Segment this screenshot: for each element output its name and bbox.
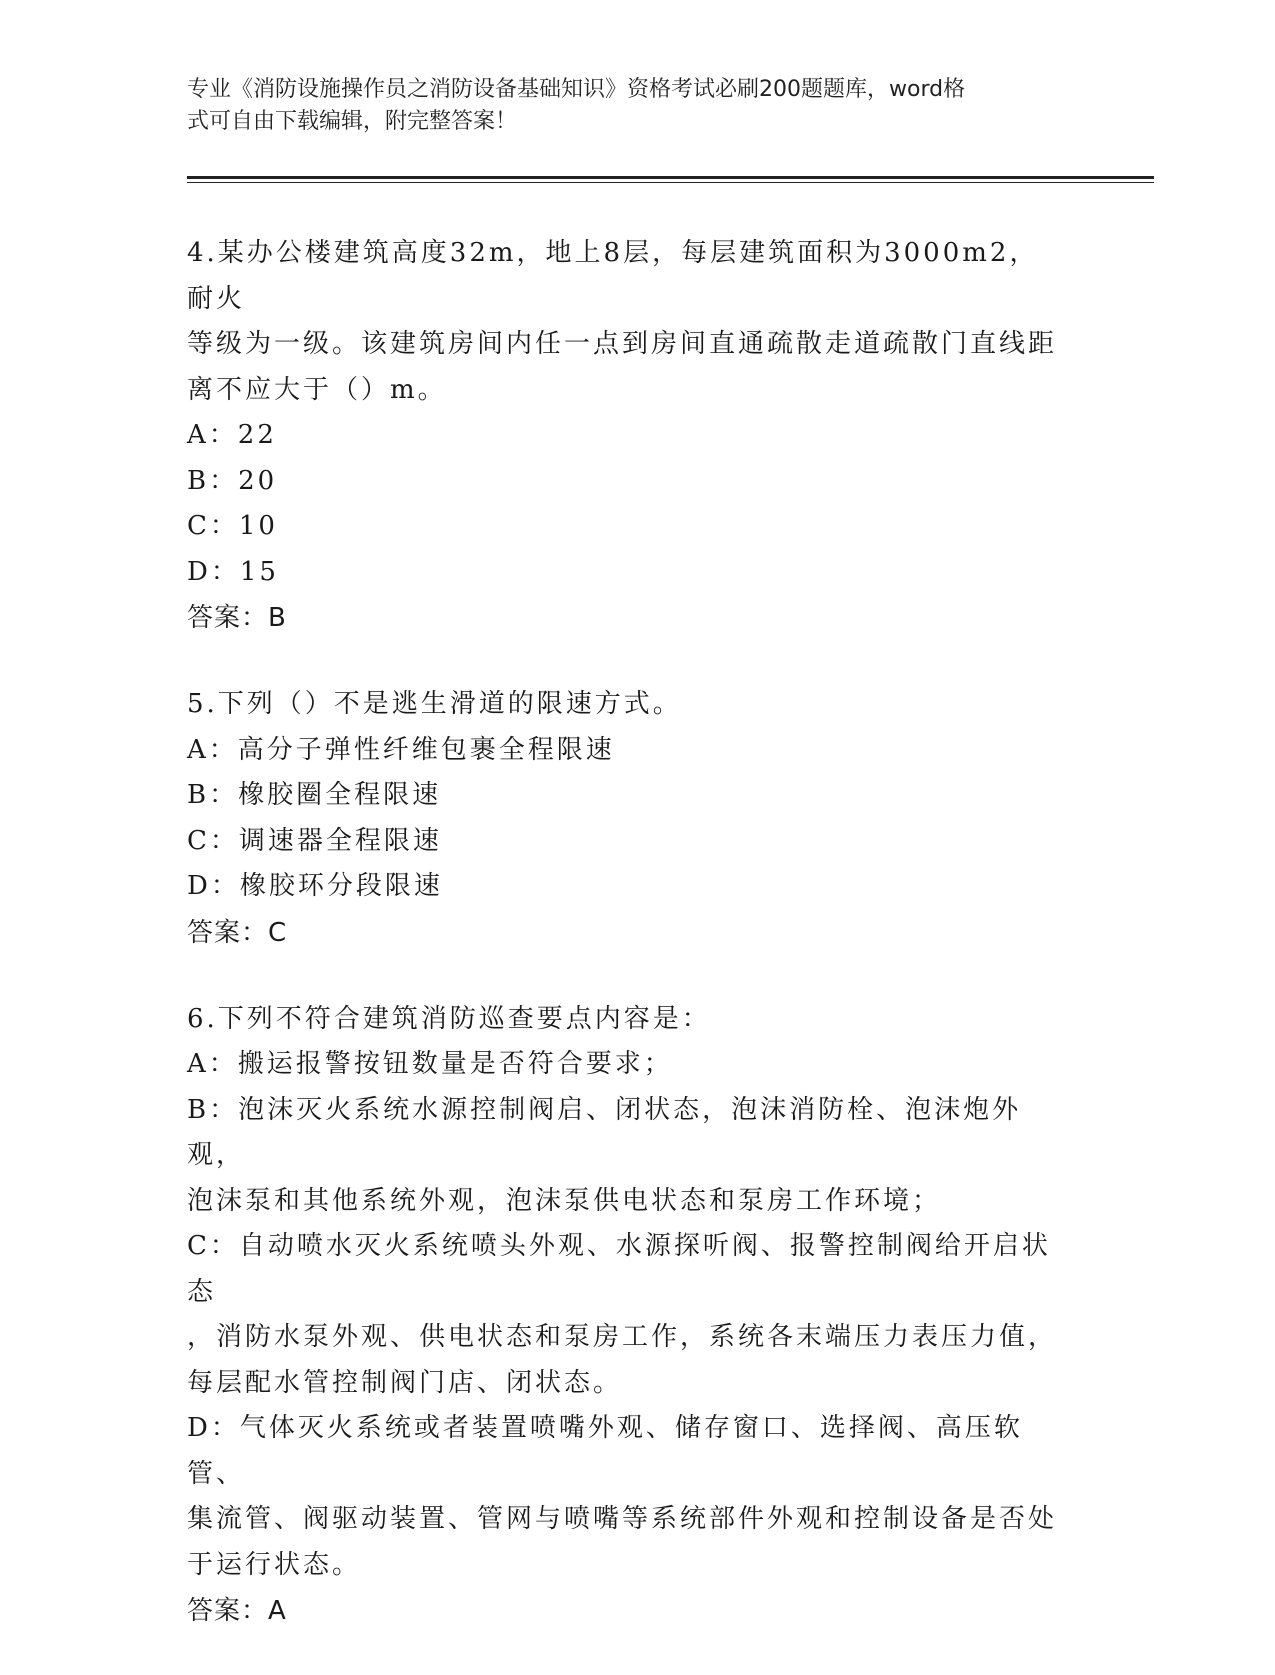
option-a: A：22 bbox=[187, 420, 277, 450]
option-a: A：搬运报警按钮数量是否符合要求； bbox=[187, 1049, 673, 1079]
option-c-line: C：自动喷水灭火系统喷头外观、水源探听阀、报警控制阀给开启状态 bbox=[187, 1231, 1051, 1307]
option-b: B：橡胶圈全程限速 bbox=[187, 780, 442, 810]
answer-label: 答案：B bbox=[187, 603, 287, 633]
option-c: C：调速器全程限速 bbox=[187, 825, 442, 856]
option-b-line: 泡沫泵和其他系统外观，泡沫泵供电状态和泵房工作环境； bbox=[187, 1185, 942, 1216]
option-b-line: B：泡沫灭火系统水源控制阀启、闭状态，泡沫消防栓、泡沫炮外观， bbox=[187, 1094, 1022, 1170]
question-4 bbox=[187, 231, 1067, 641]
option-d-line: D：气体灭火系统或者装置喷嘴外观、储存窗口、选择阀、高压软管、 bbox=[187, 1413, 1023, 1489]
question-list bbox=[187, 231, 1067, 1675]
question-text-line: 4.某办公楼建筑高度32m，地上8层，每层建筑面积为3000m2，耐火 bbox=[187, 238, 1039, 314]
option-c-line: 每层配水管控制阀门店、闭状态。 bbox=[187, 1367, 623, 1398]
question-text-line: 离不应大于（）m。 bbox=[187, 374, 447, 405]
header-line-1: 专业《消防设施操作员之消防设备基础知识》资格考试必刷200题题库，word格 bbox=[187, 77, 966, 102]
header-divider-thin bbox=[187, 182, 1154, 183]
option-c bbox=[187, 1224, 1067, 1406]
option-d-line: 于运行状态。 bbox=[187, 1549, 362, 1580]
page-header bbox=[187, 74, 1067, 138]
option-a: A：高分子弹性纤维包裹全程限速 bbox=[187, 734, 615, 765]
option-d-line: 集流管、阀驱动装置、管网与喷嘴等系统部件外观和控制设备是否处 bbox=[187, 1504, 1058, 1534]
question-6 bbox=[187, 997, 1067, 1635]
option-d: D：橡胶环分段限速 bbox=[187, 871, 443, 901]
answer-label: 答案：A bbox=[187, 1596, 287, 1626]
question-text-line: 等级为一级。该建筑房间内任一点到房间直通疏散走道疏散门直线距 bbox=[187, 329, 1058, 359]
question-text-line: 5.下列（）不是逃生滑道的限速方式。 bbox=[187, 689, 682, 719]
option-d bbox=[187, 1406, 1067, 1588]
header-divider-thick bbox=[187, 176, 1154, 179]
question-text-line: 6.下列不符合建筑消防巡查要点内容是： bbox=[187, 1003, 711, 1034]
option-c: C：10 bbox=[187, 511, 278, 541]
header-line-2: 式可自由下载编辑，附完整答案！ bbox=[187, 109, 518, 134]
answer-label: 答案：C bbox=[187, 917, 288, 948]
option-b: B：20 bbox=[187, 465, 278, 496]
option-c-line: ，消防水泵外观、供电状态和泵房工作，系统各末端压力表压力值， bbox=[187, 1322, 1058, 1352]
option-b bbox=[187, 1088, 1067, 1225]
option-d: D：15 bbox=[187, 556, 279, 587]
question-5 bbox=[187, 682, 1067, 956]
